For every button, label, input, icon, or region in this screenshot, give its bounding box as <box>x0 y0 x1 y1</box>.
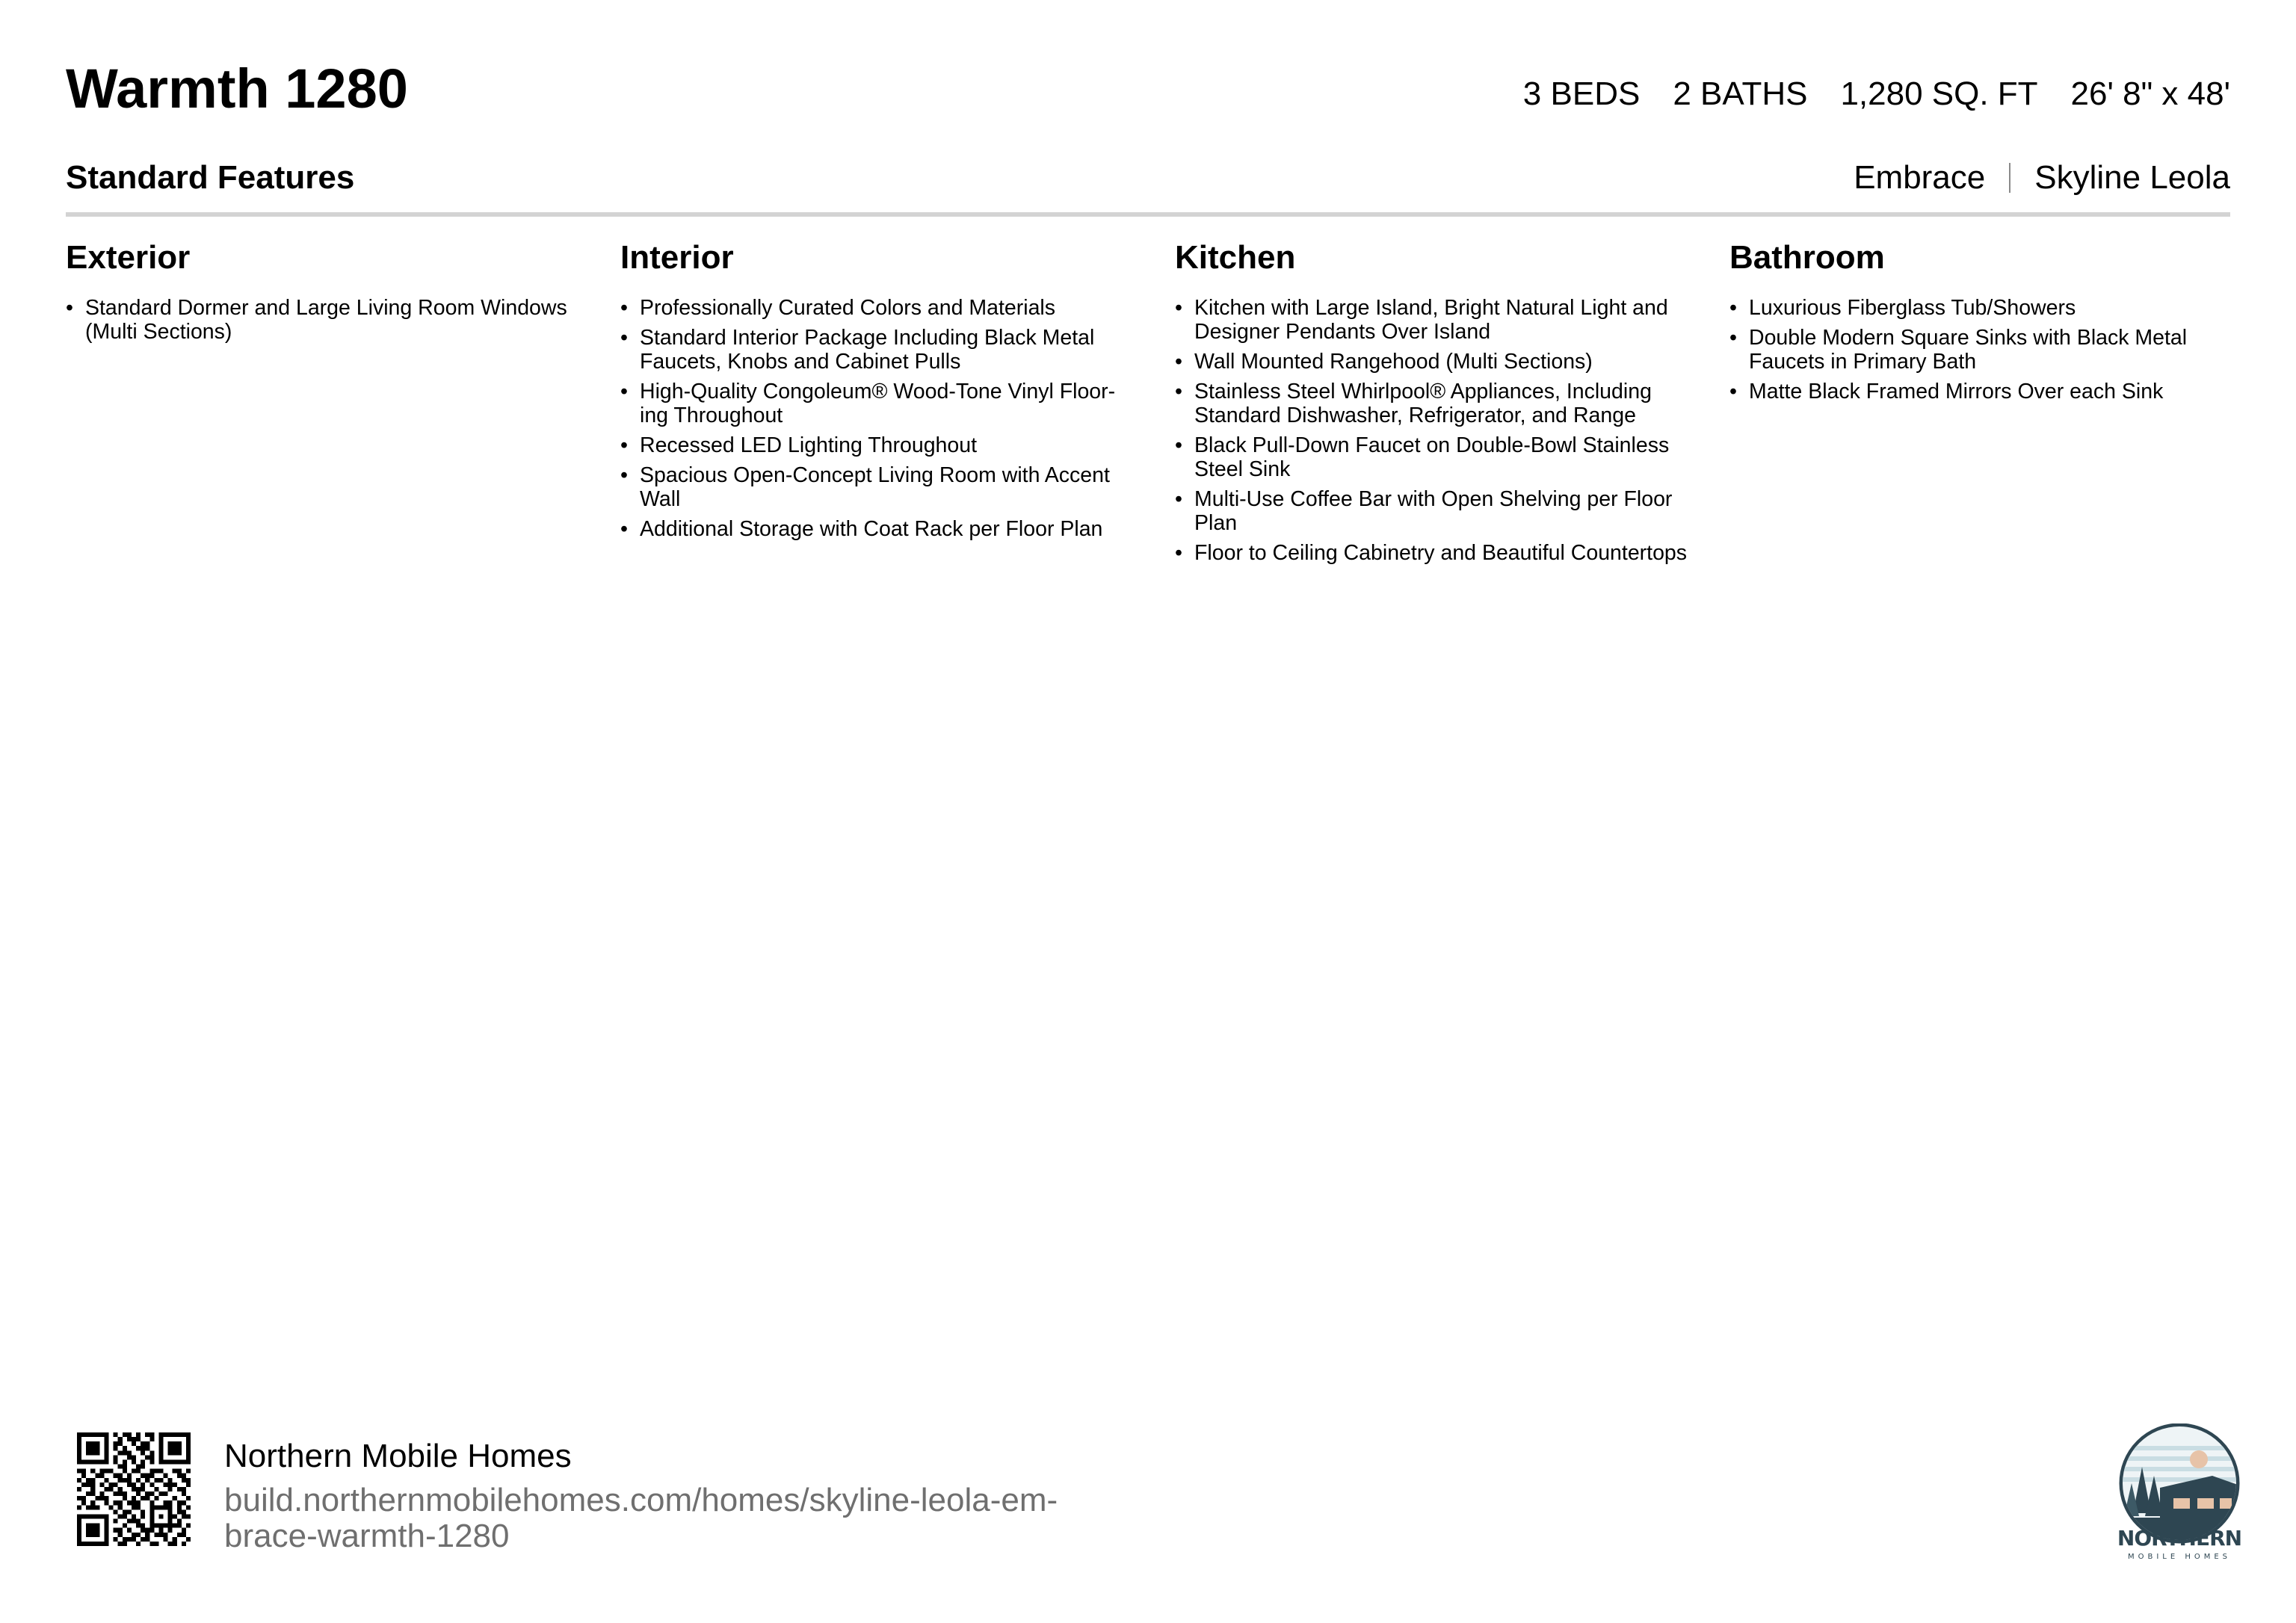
feature-item: • Black Pull-Down Faucet on Double-Bowl Stainless Steel Sink <box>1175 433 1706 481</box>
brand-divider <box>2009 163 2010 193</box>
qr-code-icon[interactable] <box>77 1432 191 1546</box>
feature-list <box>1729 296 2230 404</box>
feature-item: • Floor to Ceiling Cabinetry and Beautiful Countertops <box>1175 541 1706 565</box>
page-title: Warmth 1280 <box>66 58 408 120</box>
feature-item: • Double Modern Square Sinks with Black Metal Faucets in Primary Bath <box>1729 326 2230 374</box>
feature-item: • Additional Storage with Coat Rack per Floor Plan <box>620 517 1144 541</box>
feature-heading: Exterior <box>66 239 191 276</box>
feature-item: • Recessed LED Lighting Throughout <box>620 433 1144 457</box>
feature-item: • Luxurious Fiberglass Tub/Showers <box>1729 296 2230 320</box>
home-specs <box>1522 75 2230 112</box>
listing-url[interactable]: build.northernmobilehomes.com/homes/skyline-leola-em-brace-warmth-1280 <box>224 1482 1058 1554</box>
feature-item: • Matte Black Framed Mirrors Over each Sink <box>1729 380 2230 404</box>
feature-item: • Kitchen with Large Island, Bright Natural Light and Designer Pendants Over Island <box>1175 296 1706 344</box>
feature-item: • Standard Dormer and Large Living Room Windows (Multi Sections) <box>66 296 589 344</box>
feature-item: • High-Quality Congoleum® Wood-Tone Vinyl Floor-ing Throughout <box>620 380 1144 427</box>
feature-item: • Multi-Use Coffee Bar with Open Shelving per Floor Plan <box>1175 487 1706 535</box>
feature-columns <box>66 236 2230 684</box>
spec-dimensions: 26' 8" x 48' <box>2070 75 2230 112</box>
feature-heading: Kitchen <box>1175 239 1296 276</box>
header-divider <box>66 212 2230 217</box>
feature-list <box>66 296 589 344</box>
northern-logo-icon <box>2115 1423 2244 1573</box>
feature-column-exterior <box>66 236 589 350</box>
feature-item: • Wall Mounted Rangehood (Multi Sections) <box>1175 350 1706 374</box>
spec-beds: 3 BEDS <box>1522 75 1641 112</box>
feature-heading: Bathroom <box>1729 239 1885 276</box>
brand-line <box>1854 161 2230 194</box>
feature-list <box>620 296 1144 541</box>
feature-item: • Stainless Steel Whirlpool® Appliances, Including Standard Dishwasher, Refrigerator, and Range <box>1175 380 1706 427</box>
feature-column-kitchen <box>1175 236 1706 571</box>
feature-item: • Spacious Open-Concept Living Room with Accent Wall <box>620 463 1144 511</box>
feature-item: • Standard Interior Package Including Black Metal Faucets, Knobs and Cabinet Pulls <box>620 326 1144 374</box>
spec-baths: 2 BATHS <box>1673 75 1808 112</box>
feature-column-bathroom <box>1729 236 2230 409</box>
feature-item: • Professionally Curated Colors and Materials <box>620 296 1144 320</box>
section-subtitle: Standard Features <box>66 159 355 196</box>
company-name: Northern Mobile Homes <box>224 1438 572 1474</box>
feature-column-interior <box>620 236 1144 547</box>
spec-sqft: 1,280 SQ. FT <box>1840 75 2038 112</box>
brand-series: Embrace <box>1854 159 1986 196</box>
logo-wordmark: NORTHERN <box>2117 1526 2242 1551</box>
feature-list <box>1175 296 1706 565</box>
brand-model: Skyline Leola <box>2034 159 2230 196</box>
feature-heading: Interior <box>620 239 734 276</box>
logo-tagline: MOBILE HOMES <box>2127 1553 2232 1561</box>
